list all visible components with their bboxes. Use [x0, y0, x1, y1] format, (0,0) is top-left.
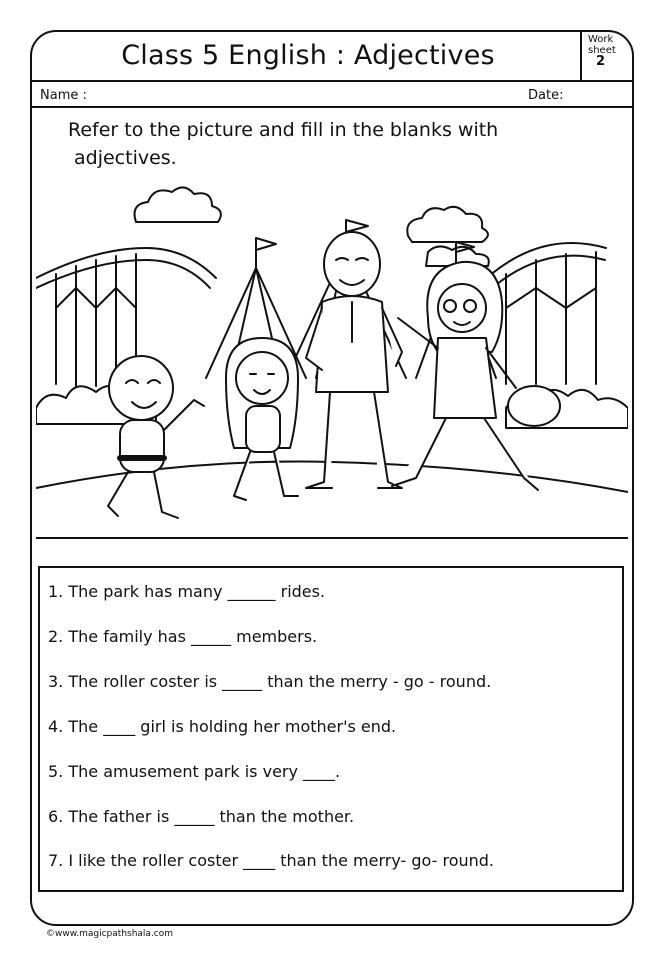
worksheet-number-box	[580, 30, 634, 82]
question-7: 7. I like the roller coster ____ than the merry- go- round.	[48, 851, 494, 870]
instruction-line-2: adjectives.	[74, 147, 177, 169]
cloud-icon	[407, 207, 488, 242]
questions-box	[38, 566, 624, 892]
question-4: 4. The ____ girl is holding her mother's end.	[48, 717, 397, 736]
name-label: Name :	[40, 88, 87, 103]
copyright-footer: ©www.magicpathshala.com	[46, 929, 174, 939]
amusement-park-family-illustration	[36, 178, 628, 556]
instruction-line-1: Refer to the picture and fill in the blanks with	[68, 119, 499, 141]
boy-icon	[108, 356, 204, 518]
question-1: 1. The park has many ______ rides.	[48, 582, 326, 601]
girl-icon	[226, 338, 298, 500]
question-6: 6. The father is _____ than the mother.	[48, 807, 355, 826]
father-icon	[306, 232, 402, 488]
question-3: 3. The roller coster is _____ than the merry - go - round.	[48, 672, 492, 691]
cloud-icon	[135, 187, 221, 222]
date-label: Date:	[528, 88, 564, 103]
question-5: 5. The amusement park is very ____.	[48, 762, 341, 781]
worksheet-label-line2: sheet	[588, 45, 616, 56]
title-row	[30, 30, 634, 82]
worksheet-label-line1: Work	[588, 34, 614, 45]
instruction-text	[68, 116, 588, 172]
question-2: 2. The family has _____ members.	[48, 627, 318, 646]
page-title: Class 5 English : Adjectives	[121, 40, 495, 71]
worksheet-number: 2	[596, 54, 606, 69]
name-date-row	[30, 82, 634, 108]
